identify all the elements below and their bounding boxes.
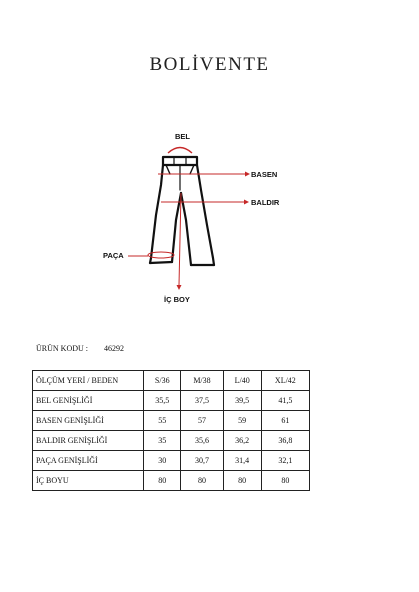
header-cell-size: M/38 xyxy=(181,371,223,391)
brand-logo: BOLİVENTE xyxy=(149,54,270,75)
table-cell: 36,2 xyxy=(223,431,261,451)
table-row xyxy=(33,451,310,471)
header-cell-measurement: ÖLÇÜM YERİ / BEDEN xyxy=(33,371,144,391)
table-cell: 59 xyxy=(223,411,261,431)
table-cell: 30,7 xyxy=(181,451,223,471)
table-row xyxy=(33,471,310,491)
table-cell: 35,6 xyxy=(181,431,223,451)
size-chart-table xyxy=(32,370,310,491)
label-paca: PAÇA xyxy=(103,251,124,260)
table-row xyxy=(33,391,310,411)
jeans-left-outer xyxy=(150,165,163,263)
table-row xyxy=(33,411,310,431)
measurement-markers xyxy=(128,148,250,291)
table-cell: 57 xyxy=(181,411,223,431)
label-baldir: BALDIR xyxy=(251,198,280,207)
ic-boy-arrowhead xyxy=(177,285,182,290)
jeans-outline xyxy=(150,157,214,265)
product-code-row xyxy=(36,344,124,353)
row-label: İÇ BOYU xyxy=(33,471,144,491)
size-chart-header-row xyxy=(33,371,310,391)
table-cell: 80 xyxy=(261,471,309,491)
row-label: BASEN GENİŞLİĞİ xyxy=(33,411,144,431)
jeans-right-pocket xyxy=(190,165,194,174)
table-cell: 55 xyxy=(144,411,181,431)
label-ic-boy: İÇ BOY xyxy=(164,295,190,304)
table-cell: 37,5 xyxy=(181,391,223,411)
table-cell: 35 xyxy=(144,431,181,451)
table-cell: 80 xyxy=(223,471,261,491)
header-cell-size: XL/42 xyxy=(261,371,309,391)
label-basen: BASEN xyxy=(251,170,278,179)
header-cell-size: L/40 xyxy=(223,371,261,391)
jeans-waistband xyxy=(163,157,197,165)
row-label: BALDIR GENİŞLİĞİ xyxy=(33,431,144,451)
row-label: PAÇA GENİŞLİĞİ xyxy=(33,451,144,471)
jeans-right-inner xyxy=(181,193,191,265)
table-cell: 31,4 xyxy=(223,451,261,471)
product-code-label: ÜRÜN KODU : xyxy=(36,344,88,353)
basen-arrowhead xyxy=(245,172,250,177)
table-cell: 30 xyxy=(144,451,181,471)
bel-arc xyxy=(168,148,192,154)
product-code-value: 46292 xyxy=(104,344,124,353)
table-cell: 61 xyxy=(261,411,309,431)
table-cell: 36,8 xyxy=(261,431,309,451)
jeans-right-outer xyxy=(197,165,214,265)
label-bel: BEL xyxy=(175,132,190,141)
row-label: BEL GENİŞLİĞİ xyxy=(33,391,144,411)
header-cell-size: S/36 xyxy=(144,371,181,391)
table-cell: 32,1 xyxy=(261,451,309,471)
baldir-arrowhead xyxy=(244,200,249,205)
table-cell: 35,5 xyxy=(144,391,181,411)
table-cell: 80 xyxy=(144,471,181,491)
table-cell: 39,5 xyxy=(223,391,261,411)
table-cell: 41,5 xyxy=(261,391,309,411)
jeans-left-hem xyxy=(150,262,172,263)
jeans-left-pocket xyxy=(166,165,170,174)
table-row xyxy=(33,431,310,451)
table-cell: 80 xyxy=(181,471,223,491)
